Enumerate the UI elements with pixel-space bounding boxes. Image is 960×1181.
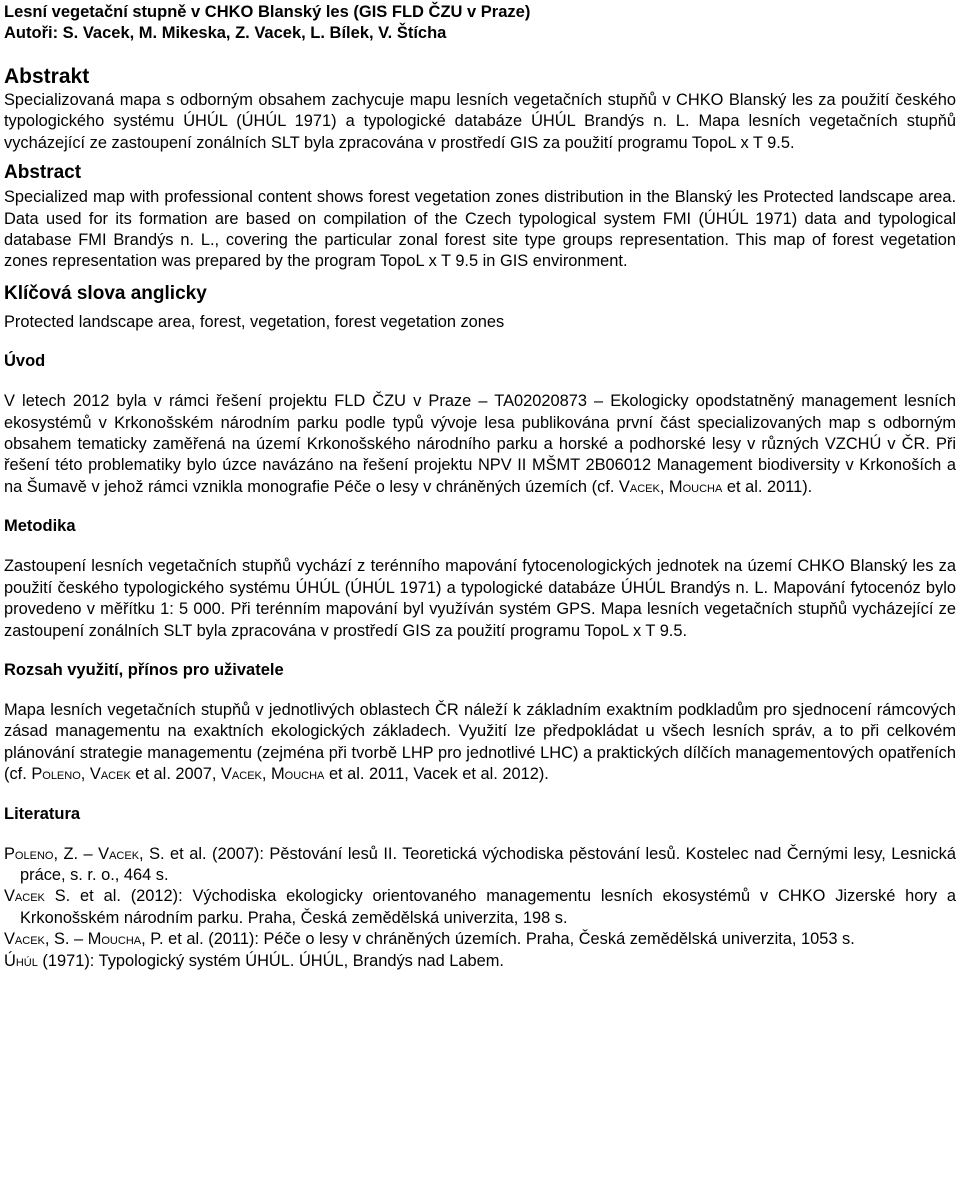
rozsah-text-main: Mapa lesních vegetačních stupňů v jednotlivých oblastech ČR náleží k základním exaktním podkladům pro sjednocení rámcových zásad managementu na exaktních ekologických základech. Využití lze předpokládat u všech lesních správ, a to při celkovém plánování strategie managementu (zejména při tvorbě LHP pro jednotlivé LHC) a praktických dílčích managementových opatřeních (cf. [4,700,956,784]
citation-middle: et al. 2007, [130,765,221,784]
reference-text: , P. et al. (2011): Péče o lesy v chráněných územích. Praha, Česká zemědělská univerzita, 1053 s. [141,930,855,949]
abstrakt-section [4,64,956,154]
reference-list [4,844,956,972]
keywords-text: Protected landscape area, forest, vegetation, forest vegetation zones [4,312,505,331]
reference-item [4,929,956,950]
citation-separator: , [659,477,669,496]
uvod-text-main: V letech 2012 byla v rámci řešení projektu FLD ČZU v Praze – TA02020873 – Ekologicky opodstatněný management lesních ekosystémů v Krkonošském národním parku podle typů vývoje lesa publikována první část specializovaných map s odborným obsahem tematicky zaměřená na území Krkonošského národního parku a horské a podhorské lesy v různých VZCHÚ v ČR. Při řešení této problematiky bylo úzce navázáno na řešení projektu NPV II MŠMT 2B06012 Management biodiversity v Krkonoších a na Šumavě v jehož rámci vznikla monografie Péče o lesy v chráněných územích (cf. [4,392,956,496]
abstrakt-heading: Abstrakt [4,65,90,88]
reference-author: Úhúl [4,951,38,970]
metodika-heading: Metodika [4,517,76,536]
rozsah-section [4,659,956,786]
reference-text: , Z. – [53,844,99,863]
document-title: Lesní vegetační stupně v CHKO Blanský les (GIS FLD ČZU v Praze) [4,3,531,21]
literatura-section [4,803,956,972]
rozsah-heading: Rozsah využití, přínos pro uživatele [4,660,284,679]
keywords-heading: Klíčová slova anglicky [4,282,207,304]
uvod-heading: Úvod [4,352,46,371]
reference-text: , S. – [44,930,88,949]
citation-author: Moucha [668,477,723,496]
literatura-heading: Literatura [4,804,81,823]
reference-text: (1971): Typologický systém ÚHÚL. ÚHÚL, Brandýs nad Labem. [37,951,504,970]
metodika-section [4,515,956,642]
citation-author: Poleno [31,765,81,784]
reference-item [4,844,956,887]
reference-author: Moucha [87,930,142,949]
reference-author: Vacek [98,844,140,863]
citation-separator: , [261,765,271,784]
reference-author: Vacek [4,930,45,949]
uvod-section [4,350,956,498]
reference-item [4,951,956,972]
citation-author: Vacek [89,765,131,784]
document-authors: Autoři: S. Vacek, M. Mikeska, Z. Vacek, L. Bílek, V. Štícha [4,24,447,42]
citation-author: Vacek [618,477,660,496]
rozsah-text [4,700,956,786]
reference-author: Vacek [4,887,45,906]
abstract-text: Specialized map with professional content shows forest vegetation zones distribution in the Blanský les Protected landscape area. Data used for its formation are based on compilation of the Czech typological system FMI (ÚHÚL 1971) data and typological database FMI Brandýs n. L., covering the particular zonal forest site type groups representation. This map of forest vegetation zones representation was prepared by the program TopoL x T 9.5 in GIS environment. [4,188,956,271]
keywords-section [4,281,956,333]
abstrakt-text: Specializovaná mapa s odborným obsahem zachycuje mapu lesních vegetačních stupňů v CHKO Blanský les za použití českého typologického systému ÚHÚL (ÚHÚL 1971) a typologické databáze ÚHÚL Brandýs n. L. Mapa lesních vegetačních stupňů vycházející ze zastoupení zonálních SLT byla zpracována v prostředí GIS za použití programu TopoL x T 9.5. [4,91,956,152]
abstract-heading: Abstract [4,162,82,184]
reference-text: , S. et al. (2007): Pěstování lesů II. Teoretická východiska pěstování lesů. Kostelec nad Černými lesy, Lesnická práce, s. r. o., 464 s. [20,844,956,884]
reference-item [4,886,956,929]
abstract-section [4,160,956,273]
reference-author: Poleno [4,844,54,863]
metodika-text: Zastoupení lesních vegetačních stupňů vychází z terénního mapování fytocenologických jednotek na území CHKO Blanský les za použití českého typologického systému ÚHÚL (ÚHÚL 1971) a typologické databáze ÚHÚL Brandýs n. L. Mapování fytocenóz bylo provedeno v měřítku 1: 5 000. Při terénním mapování byl využíván systém GPS. Mapa lesních vegetačních stupňů vycházející ze zastoupení zonálních SLT byla zpracována v prostředí GIS za použití programu TopoL x T 9.5. [4,557,956,640]
citation-tail: et al. 2011). [722,477,813,496]
reference-text: S. et al. (2012): Východiska ekologicky orientovaného managementu lesních ekosystémů v CHKO Jizerské hory a Krkonošském národním parku. Praha, Česká zemědělská univerzita, 198 s. [20,887,956,927]
citation-separator: , [80,765,90,784]
citation-tail: et al. 2011, Vacek et al. 2012). [324,765,549,784]
citation-author: Vacek [221,765,262,784]
uvod-text [4,391,956,498]
citation-author: Moucha [271,765,325,784]
